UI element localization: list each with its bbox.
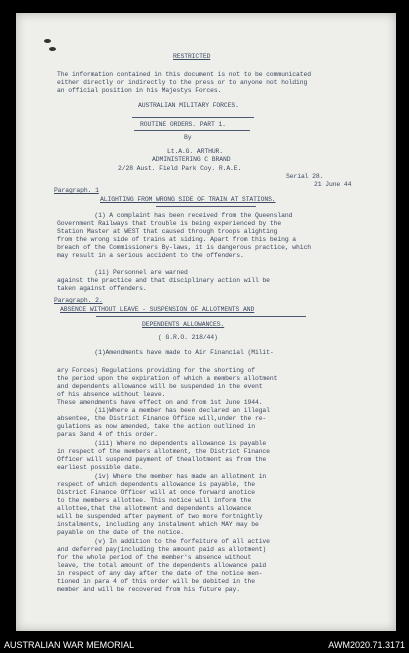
orders-title: ROUTINE ORDERS. PART 1. <box>140 121 226 128</box>
collection-reference: AWM2020.71.3171 <box>328 640 405 650</box>
body-line: from the wrong side of trains at siding. Apart from this being a <box>57 236 297 243</box>
body-line: and dependents allowance will be suspended in the event <box>57 383 263 390</box>
body-line: (iii) Where no dependents allowance is payable <box>57 440 267 447</box>
notice-line: The information contained in this document is not to be communicated <box>57 71 311 78</box>
classification-heading: RESTRICTED <box>173 53 211 60</box>
body-line: District Finance Officer will at once forward anotice <box>57 489 255 496</box>
body-line: (iv) Where the member has made an allotment in <box>57 473 267 480</box>
body-line: breach of the Commissioners By-laws, it is dangerous practice, which <box>57 244 311 251</box>
notice-line: an official position in his Majestys Forces. <box>57 87 222 94</box>
body-line: and deferred pay(including the amount paid as allotment) <box>57 546 267 553</box>
body-line: tioned in para 4 of this order will be debited in the <box>57 578 255 585</box>
body-line: absentee, the District Finance Office will,under the re- <box>57 415 267 422</box>
body-line: in respect of the members allotment, the District Finance <box>57 448 270 455</box>
body-line: Government Railways that trouble is being experienced by the <box>57 220 282 227</box>
body-line: paras 3and 4 of this order. <box>57 431 158 438</box>
body-line: (ii)Where a member has been declared an illegal <box>57 407 270 414</box>
order-date: 21 June 44 <box>314 181 352 188</box>
punch-hole <box>49 47 56 51</box>
paragraph-title: ABSENCE WITHOUT LEAVE - SUSPENSION OF ALLOTMENTS AND <box>60 306 255 313</box>
body-line: may result in a serious accident to the offenders. <box>57 252 244 259</box>
serial-number: Serial 28. <box>286 173 324 180</box>
paragraph-title: DEPENDENTS ALLOWANCES. <box>142 321 225 328</box>
body-line: member and will be recovered from his future pay. <box>57 586 241 593</box>
unit-name: 2/28 Aust. Field Park Coy. R.A.E. <box>118 165 242 172</box>
body-line: the period upon the expiration of which a members allotment <box>57 375 278 382</box>
body-line: allottee,that the allotment and dependents allowance <box>57 505 252 512</box>
notice-line: either directly or indirectly to the press or to anyone not holding <box>57 79 308 86</box>
body-line: in respect of any day after the date of the notice men- <box>57 570 263 577</box>
body-line: (ii) Personnel are warned <box>57 269 188 276</box>
paragraph-heading: Paragraph. 2. <box>54 297 103 304</box>
punch-hole <box>44 39 51 43</box>
divider-rule <box>132 117 254 118</box>
body-line: (1)Amendments have made to Air Financial (Milit- <box>57 349 274 356</box>
document-page <box>16 13 396 631</box>
paragraph-title: ALIGHTING FROM WRONG SIDE OF TRAIN AT STATIONS. <box>100 196 276 203</box>
body-line: leave, the total amount of the dependents allowance paid <box>57 562 267 569</box>
body-line: against the practice and that disciplinary action will be <box>57 277 270 284</box>
body-line: respect of which dependents allowance is payable, the <box>57 481 255 488</box>
institution-credit: AUSTRALIAN WAR MEMORIAL <box>4 640 135 650</box>
divider-rule <box>96 316 306 317</box>
divider-rule <box>134 130 250 131</box>
officer-position: ADMINISTERING C BRAND <box>152 156 231 163</box>
body-line: gulations as now amended, take the action outlined in <box>57 423 255 430</box>
paragraph-heading: Paragraph. 1 <box>54 187 99 194</box>
divider-rule <box>156 206 256 207</box>
force-title: AUSTRALIAN MILITARY FORCES. <box>138 102 239 109</box>
body-line: ary Forces) Regulations providing for the shorting of <box>57 367 255 374</box>
body-line: These amendments have effect on and from 1st June 1944. <box>57 399 263 406</box>
body-line: instalments, including any instalment which MAY may be <box>57 521 259 528</box>
by-label: By <box>184 134 192 141</box>
body-line: of his absence without leave. <box>57 391 166 398</box>
body-line: earliest possible date. <box>57 464 143 471</box>
body-line: Station Master at WEST that caused through troops alighting <box>57 228 278 235</box>
body-line: (1) A complaint has been received from the Queensland <box>57 212 293 219</box>
body-line: to the members allottee. This notice will inform the <box>57 497 252 504</box>
order-reference: ( G.R.O. 218/44) <box>158 334 218 341</box>
body-line: for the whole period of the member's absence without <box>57 554 252 561</box>
body-line: Officer will suspend payment of theallotment as from the <box>57 456 267 463</box>
body-line: will be suspended after payment of two more fortnightly <box>57 513 263 520</box>
archive-footer <box>0 638 409 653</box>
officer-name: Lt.A.G. ARTHUR. <box>167 148 224 155</box>
body-line: payable on the date of the notice. <box>57 529 184 536</box>
body-line: (v) In addition to the forfeiture of all active <box>57 538 270 545</box>
body-line: taken against offenders. <box>57 285 147 292</box>
